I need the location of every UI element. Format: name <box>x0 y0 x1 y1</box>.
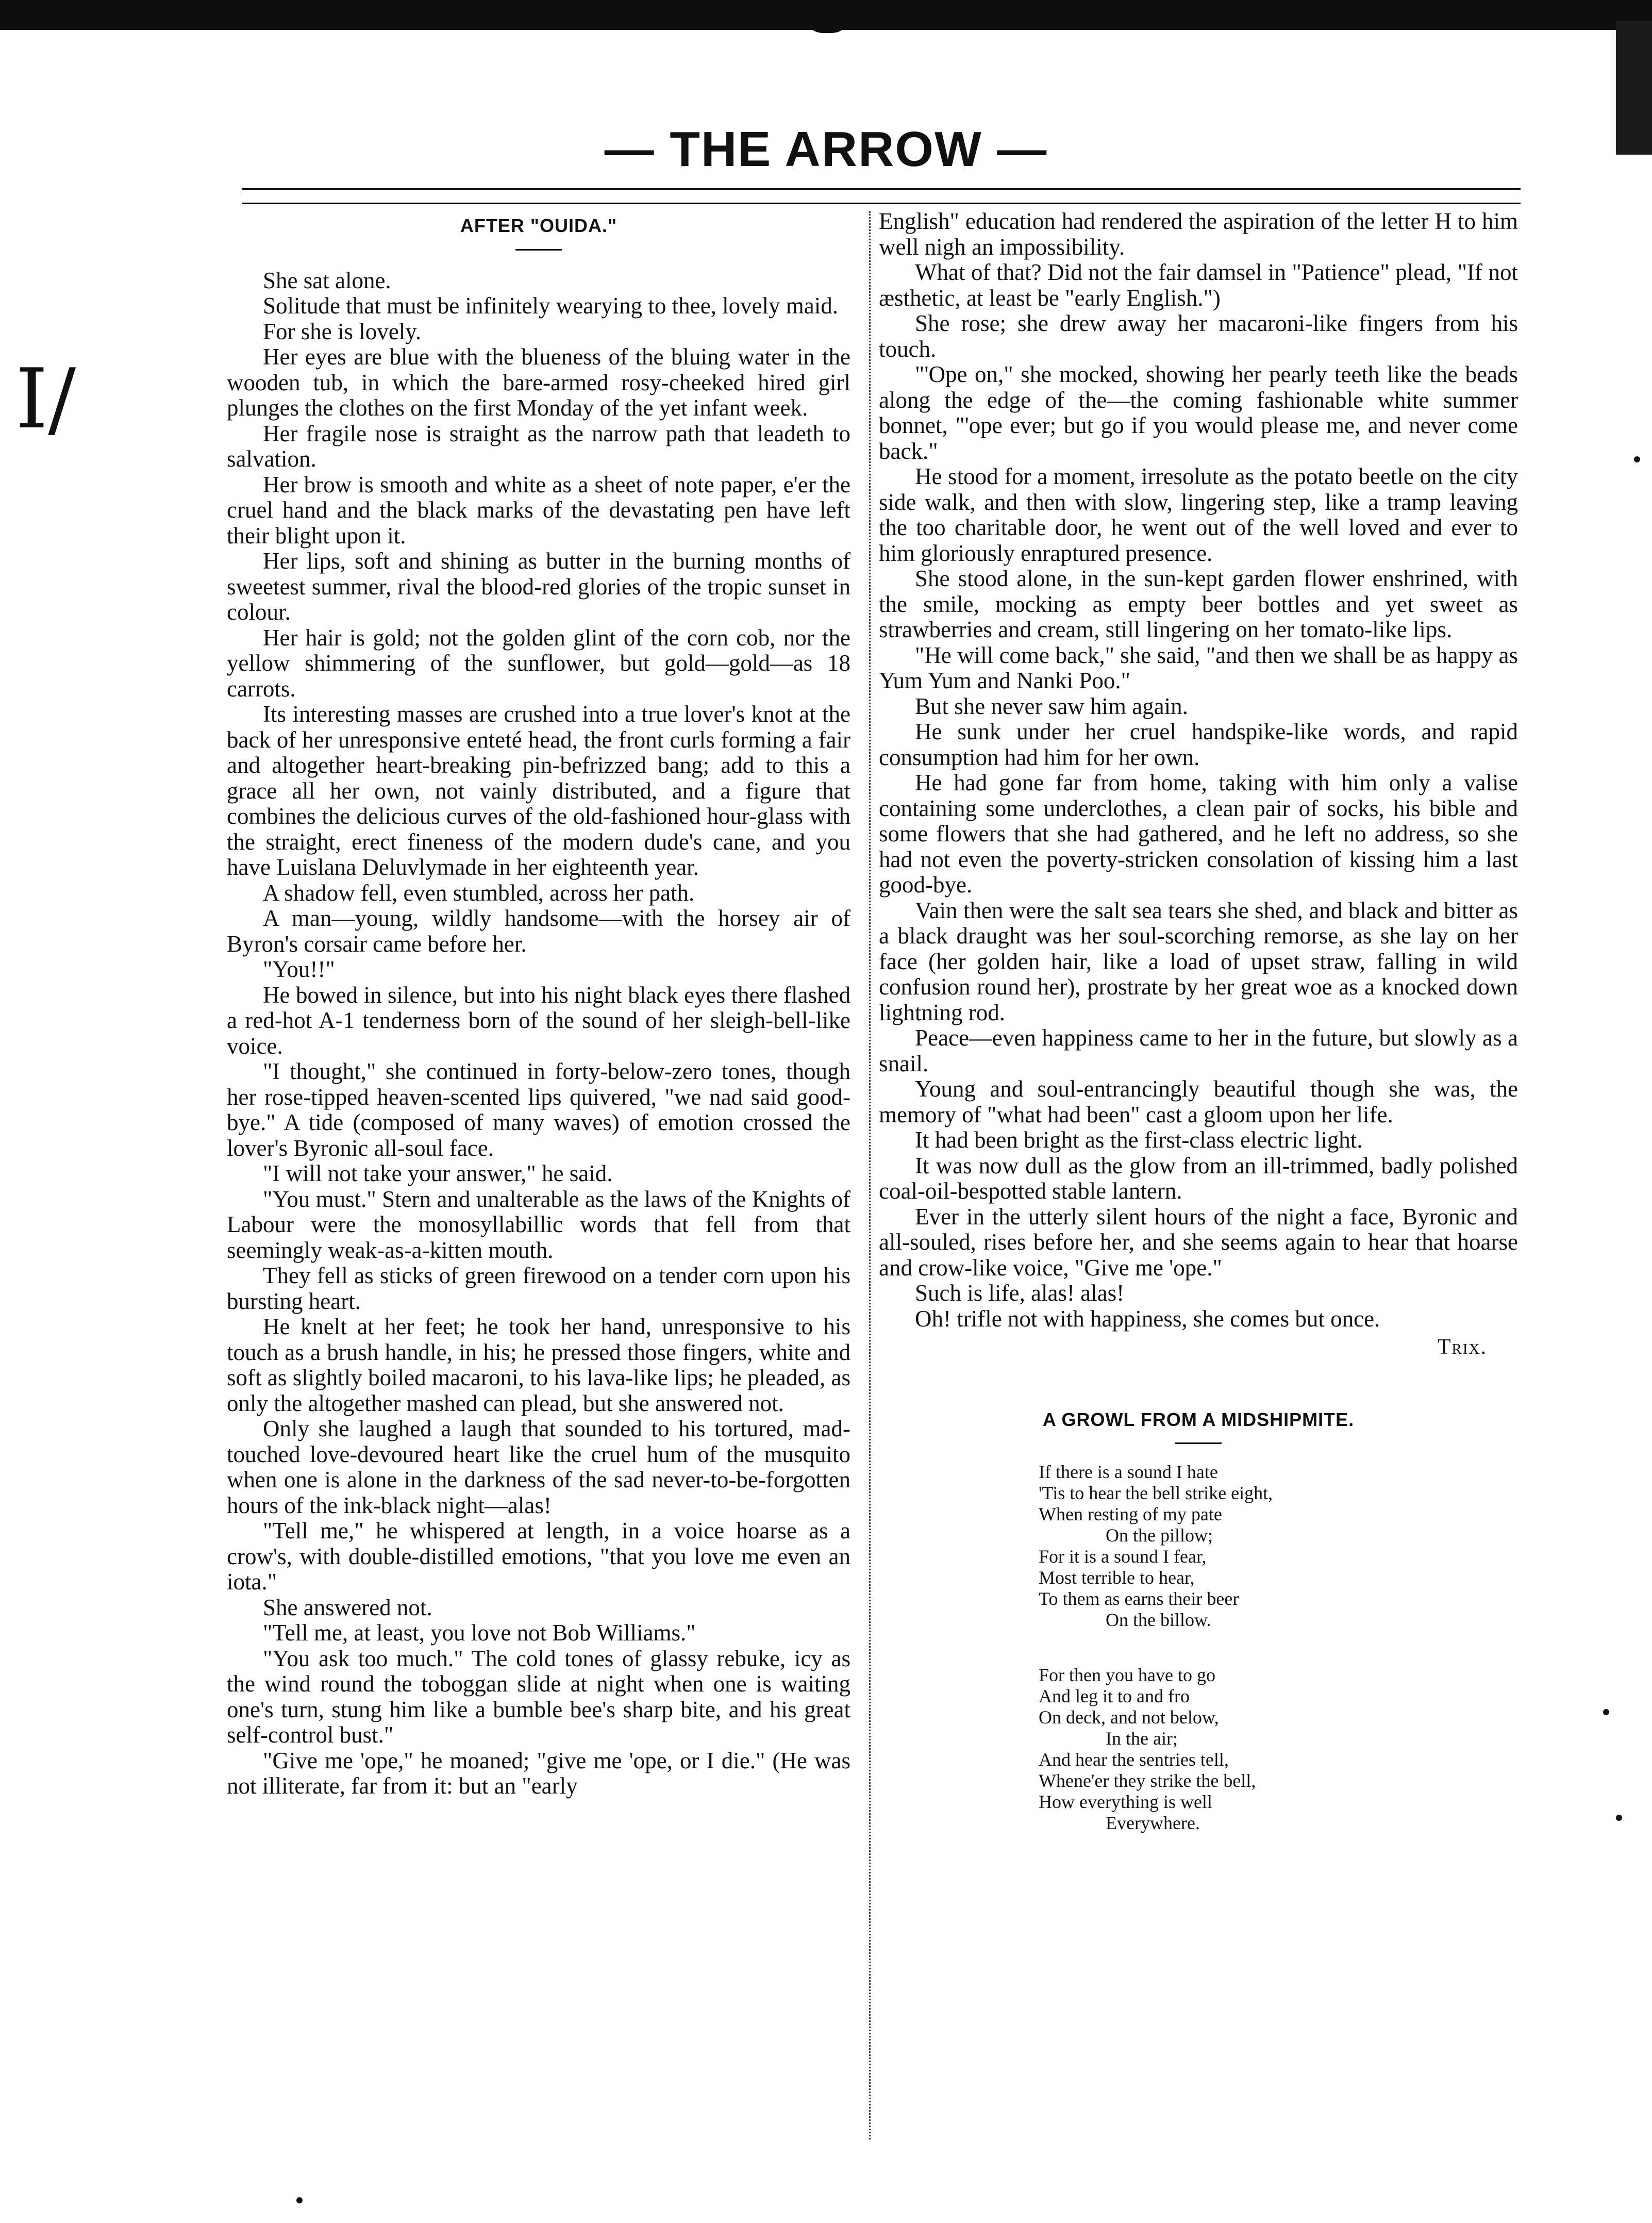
story-paragraph: "You ask too much." The cold tones of glassy rebuke, icy as the wind round the toboggan slide at night when one is waiting one's turn, stung him like a bumble bee's sharp bite, and his great self-control bust." <box>227 1645 850 1748</box>
header-double-rule <box>242 188 1521 204</box>
story-paragraph: He bowed in silence, but into his night black eyes there flashed a red-hot A-1 tenderness born of the sound of her sleigh-bell-like voice. <box>227 982 850 1059</box>
poem-line: Everywhere. <box>1106 1813 1200 1833</box>
right-column <box>879 209 1518 1834</box>
story-paragraph: "Give me 'ope," he moaned; "give me 'ope, or I die." (He was not illiterate, far from it: but an "early <box>227 1747 850 1799</box>
story-body-left <box>227 268 850 1799</box>
poem-line: On the billow. <box>1106 1610 1211 1630</box>
story-paragraph: Her eyes are blue with the blueness of the bluing water in the wooden tub, in which the bare-armed rosy-cheeked hired girl plunges the clothes on the first Monday of the yet infant week. <box>227 344 850 421</box>
story-paragraph: He sunk under her cruel handspike-like words, and rapid consumption had him for her own. <box>879 719 1518 770</box>
story-paragraph: A man—young, wildly handsome—with the horsey air of Byron's corsair came before her. <box>227 905 850 957</box>
story-paragraph: Such is life, alas! alas! <box>915 1280 1125 1306</box>
story-paragraph: Its interesting masses are crushed into a true lover's knot at the back of her unresponsive enteté head, the front curls forming a fair and altogether heart-breaking pin-befrizzed bang; add to this a grace all her own, not vainly distributed, and a figure that combines the delicious curves of the old-fashioned hour-glass with the straight, erect fineness of the modern dude's cane, and you have Luislana Deluvlymade in her eighteenth year. <box>227 701 850 880</box>
story-paragraph: "Tell me," he whispered at length, in a voice hoarse as a crow's, with double-distilled emotions, "that you love me even an iota." <box>227 1518 850 1595</box>
story-paragraph: Her lips, soft and shining as butter in the burning months of sweetest summer, rival the blood-red glories of the tropic sunset in colour. <box>227 548 850 625</box>
column-divider <box>869 211 871 2139</box>
story-paragraph: What of that? Did not the fair damsel in "Patience" plead, "If not æsthetic, at least be "early English.") <box>879 259 1518 311</box>
story-paragraph: It was now dull as the glow from an ill-trimmed, badly polished coal-oil-bespotted stable lantern. <box>879 1152 1518 1204</box>
stray-mark <box>1616 1815 1622 1821</box>
stray-mark <box>296 2197 303 2203</box>
poem-line: For it is a sound I fear, <box>1039 1546 1207 1567</box>
stray-mark <box>1603 1709 1609 1715</box>
story-paragraph: He stood for a moment, irresolute as the potato beetle on the city side walk, and then with slow, lingering step, like a tramp leaving the too charitable door, he went out of the well loved and ever to him gloriously enraptured presence. <box>879 463 1518 566</box>
story-paragraph: Peace—even happiness came to her in the future, but slowly as a snail. <box>879 1025 1518 1076</box>
story-paragraph: Her fragile nose is straight as the narrow path that leadeth to salvation. <box>227 420 850 472</box>
story-paragraph: She answered not. <box>263 1594 432 1620</box>
poem-line: In the air; <box>1106 1728 1178 1749</box>
poem-line: If there is a sound I hate <box>1039 1462 1218 1482</box>
poem-line: When resting of my pate <box>1039 1504 1222 1524</box>
story-paragraph: For she is lovely. <box>263 318 422 344</box>
poem-line: Most terrible to hear, <box>1039 1567 1195 1588</box>
poem-body <box>1039 1462 1358 1834</box>
poem-stanza-2 <box>1039 1665 1358 1834</box>
story-paragraph: Ever in the utterly silent hours of the night a face, Byronic and all-souled, rises before her, and she seems again to hear that hoarse and crow-like voice, "Give me 'ope." <box>879 1203 1518 1281</box>
story-paragraph: Her brow is smooth and white as a sheet of note paper, e'er the cruel hand and the black marks of the devastating pen have left their blight upon it. <box>227 471 850 549</box>
poem-stanza-1 <box>1039 1462 1358 1631</box>
story-paragraph: Vain then were the salt sea tears she shed, and black and bitter as a black draught was her soul-scorching remorse, as she lay on her face (her golden hair, like a load of upset straw, falling in wild confusion round her), prostrate by her great woe as a knocked down lightning rod. <box>879 897 1518 1025</box>
story-title: AFTER "OUIDA." <box>460 215 618 236</box>
story-paragraph: She sat alone. <box>263 267 391 293</box>
poem-line: Whene'er they strike the bell, <box>1039 1770 1256 1791</box>
story-paragraph: Young and soul-entrancingly beautiful though she was, the memory of "what had been" cast a gloom upon her life. <box>879 1076 1518 1127</box>
story-paragraph: Oh! trifle not with happiness, she comes but once. <box>915 1305 1380 1332</box>
story-paragraph: She rose; she drew away her macaroni-like fingers from his touch. <box>879 310 1518 362</box>
story-paragraph: "You!!" <box>263 956 335 982</box>
poem-title-dash <box>1175 1442 1222 1444</box>
story-paragraph: "He will come back," she said, "and then we shall be as happy as Yum Yum and Nanki Poo." <box>879 642 1518 693</box>
page-header-title: — THE ARROW — <box>604 122 1048 177</box>
story-paragraph: English" education had rendered the aspiration of the letter H to him well nigh an impossibility. <box>879 208 1518 260</box>
poem-line: And hear the sentries tell, <box>1039 1749 1229 1770</box>
story-paragraph: "I thought," she continued in forty-below-zero tones, though her rose-tipped heaven-scented lips quivered, "we nad said good-bye." A tide (composed of many waves) of emotion crossed the lover's Byronic all-soul face. <box>227 1058 850 1161</box>
top-border-notch <box>804 14 850 33</box>
poem-line: On deck, and not below, <box>1039 1707 1219 1728</box>
poem-line: 'Tis to hear the bell strike eight, <box>1039 1483 1273 1503</box>
story-paragraph: He had gone far from home, taking with him only a valise containing some underclothes, a clean pair of socks, his bible and some flowers that she had gathered, and he left no address, so she had not even the poverty-stricken consolation of kissing him a last good-bye. <box>879 770 1518 898</box>
poem-line: On the pillow; <box>1106 1525 1213 1546</box>
story-paragraph: "Tell me, at least, you love not Bob Williams." <box>263 1620 696 1646</box>
story-paragraph: Only she laughed a laugh that sounded to his tortured, mad-touched love-devoured heart like the cruel hum of the musquito when one is alone in the darkness of the sad never-to-be-forgotten hours of the ink-black night—alas! <box>227 1416 850 1518</box>
title-dash <box>515 249 562 251</box>
story-paragraph: It had been bright as the first-class electric light. <box>915 1127 1363 1153</box>
story-signature: Trix. <box>1437 1335 1487 1359</box>
story-paragraph: "You must." Stern and unalterable as the laws of the Knights of Labour were the monosyllabillic words that fell from that seemingly weak-as-a-kitten mouth. <box>227 1186 850 1263</box>
story-paragraph: A shadow fell, even stumbled, across her path. <box>263 880 695 906</box>
poem-line: How everything is well <box>1039 1791 1212 1812</box>
margin-pencil-mark: I/ <box>15 351 76 447</box>
poem-title: A GROWL FROM A MIDSHIPMITE. <box>1042 1408 1355 1430</box>
poem-line: To them as earns their beer <box>1039 1588 1239 1609</box>
stray-mark <box>1634 456 1640 462</box>
story-paragraph: She stood alone, in the sun-kept garden flower enshrined, with the smile, mocking as empty beer bottles and yet sweet as strawberries and cream, still lingering on her tomato-like lips. <box>879 566 1518 642</box>
story-paragraph: "I will not take your answer," he said. <box>263 1160 613 1186</box>
story-paragraph: They fell as sticks of green firewood on a tender corn upon his bursting heart. <box>227 1263 850 1314</box>
stanza-gap <box>1039 1631 1358 1665</box>
poem-line: And leg it to and fro <box>1039 1686 1190 1706</box>
story-paragraph: "'Ope on," she mocked, showing her pearly teeth like the beads along the edge of the—the coming fashionable white summer bonnet, "'ope ever; but go if you would please me, and never come back." <box>879 361 1518 464</box>
left-column <box>227 209 850 1799</box>
story-body-right <box>879 209 1518 1332</box>
story-paragraph: He knelt at her feet; he took her hand, unresponsive to his touch as a brush handle, in his; he pressed those fingers, white and soft as slightly boiled macaroni, to his lava-like lips; he pleaded, as only the altogether mashed can plead, but she answered not. <box>227 1314 850 1416</box>
story-paragraph: Her hair is gold; not the golden glint of the corn cob, nor the yellow shimmering of the sunflower, but gold—gold—as 18 carrots. <box>227 624 850 702</box>
poem-line: For then you have to go <box>1039 1665 1215 1685</box>
story-paragraph: Solitude that must be infinitely wearying to thee, lovely maid. <box>263 293 839 319</box>
story-paragraph: But she never saw him again. <box>915 693 1188 719</box>
